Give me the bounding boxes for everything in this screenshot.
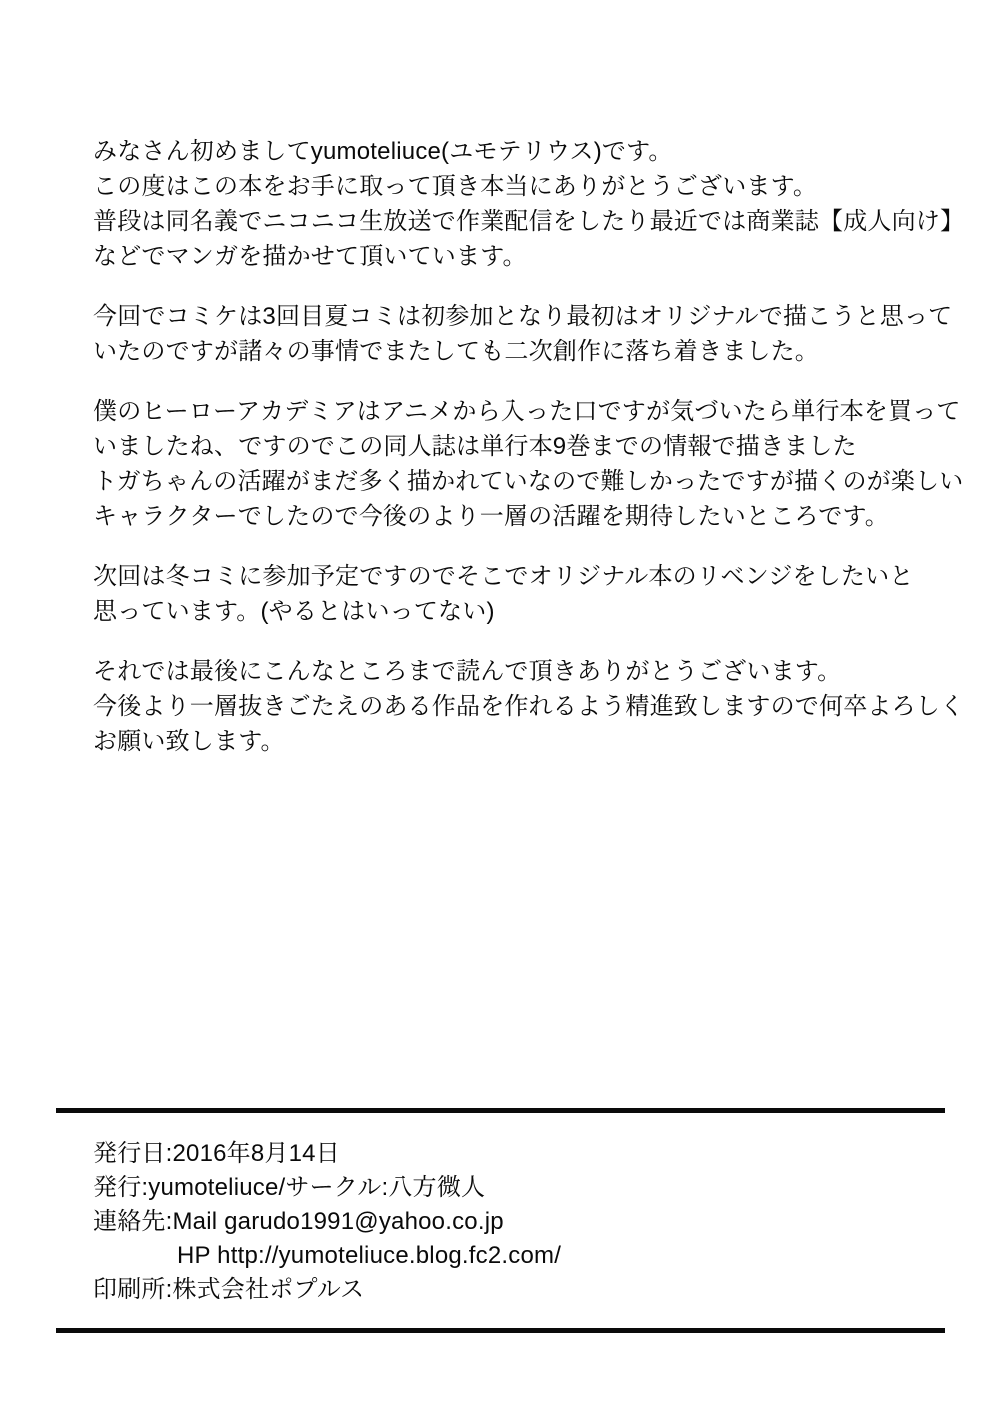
afterword-line: 今後より一層抜きごたえのある作品を作れるよう精進致しますので何卒よろしく [93,693,965,720]
afterword-line: みなさん初めましてyumoteliuce(ユモテリウス)です。 [93,138,673,165]
afterword-line: キャラクターでしたので今後のより一層の活躍を期待したいところです。 [93,503,889,530]
afterword-text-block [93,134,965,784]
colophon-publisher: 発行:yumoteliuce/サークル:八方微人 [93,1174,486,1201]
afterword-line: 普段は同名義でニコニコ生放送で作業配信をしたり最近では商業誌【成人向け】 [93,208,965,235]
afterword-line: いたのですが諸々の事情でまたしても二次創作に落ち着きました。 [93,338,819,365]
afterword-paragraph-1 [93,134,965,274]
afterword-line: などでマンガを描かせて頂いています。 [93,243,527,270]
afterword-line: トガちゃんの活躍がまだ多く描かれていなので難しかったですが描くのが楽しい [93,468,964,495]
afterword-line: 僕のヒーローアカデミアはアニメから入った口ですが気づいたら単行本を買って [93,398,961,425]
colophon-top-rule [56,1108,945,1113]
afterword-paragraph-4 [93,559,953,629]
colophon-contact-mail: 連絡先:Mail garudo1991@yahoo.co.jp [93,1208,504,1235]
colophon-published-date: 発行日:2016年8月14日 [93,1140,340,1167]
afterword-line: 今回でコミケは3回目夏コミは初参加となり最初はオリジナルで描こうと思って [93,303,953,330]
afterword-line: この度はこの本をお手に取って頂き本当にありがとうございます。 [93,173,818,200]
afterword-line: お願い致します。 [93,728,285,755]
afterword-line: 思っています。(やるとはいってない) [93,598,495,625]
afterword-line: それでは最後にこんなところまで読んで頂きありがとうございます。 [93,658,842,685]
afterword-paragraph-2 [93,299,953,369]
colophon-printer: 印刷所:株式会社ポプルス [93,1276,365,1303]
afterword-line: いましたね、ですのでこの同人誌は単行本9巻までの情報で描きました [93,433,857,460]
colophon-homepage-url: HP http://yumoteliuce.blog.fc2.com/ [177,1242,562,1269]
colophon-bottom-rule [56,1328,945,1333]
afterword-line: 次回は冬コミに参加予定ですのでそこでオリジナル本のリベンジをしたいと [93,563,914,590]
colophon-block [93,1137,953,1307]
afterword-paragraph-3 [93,394,964,534]
afterword-paragraph-5 [93,654,965,759]
